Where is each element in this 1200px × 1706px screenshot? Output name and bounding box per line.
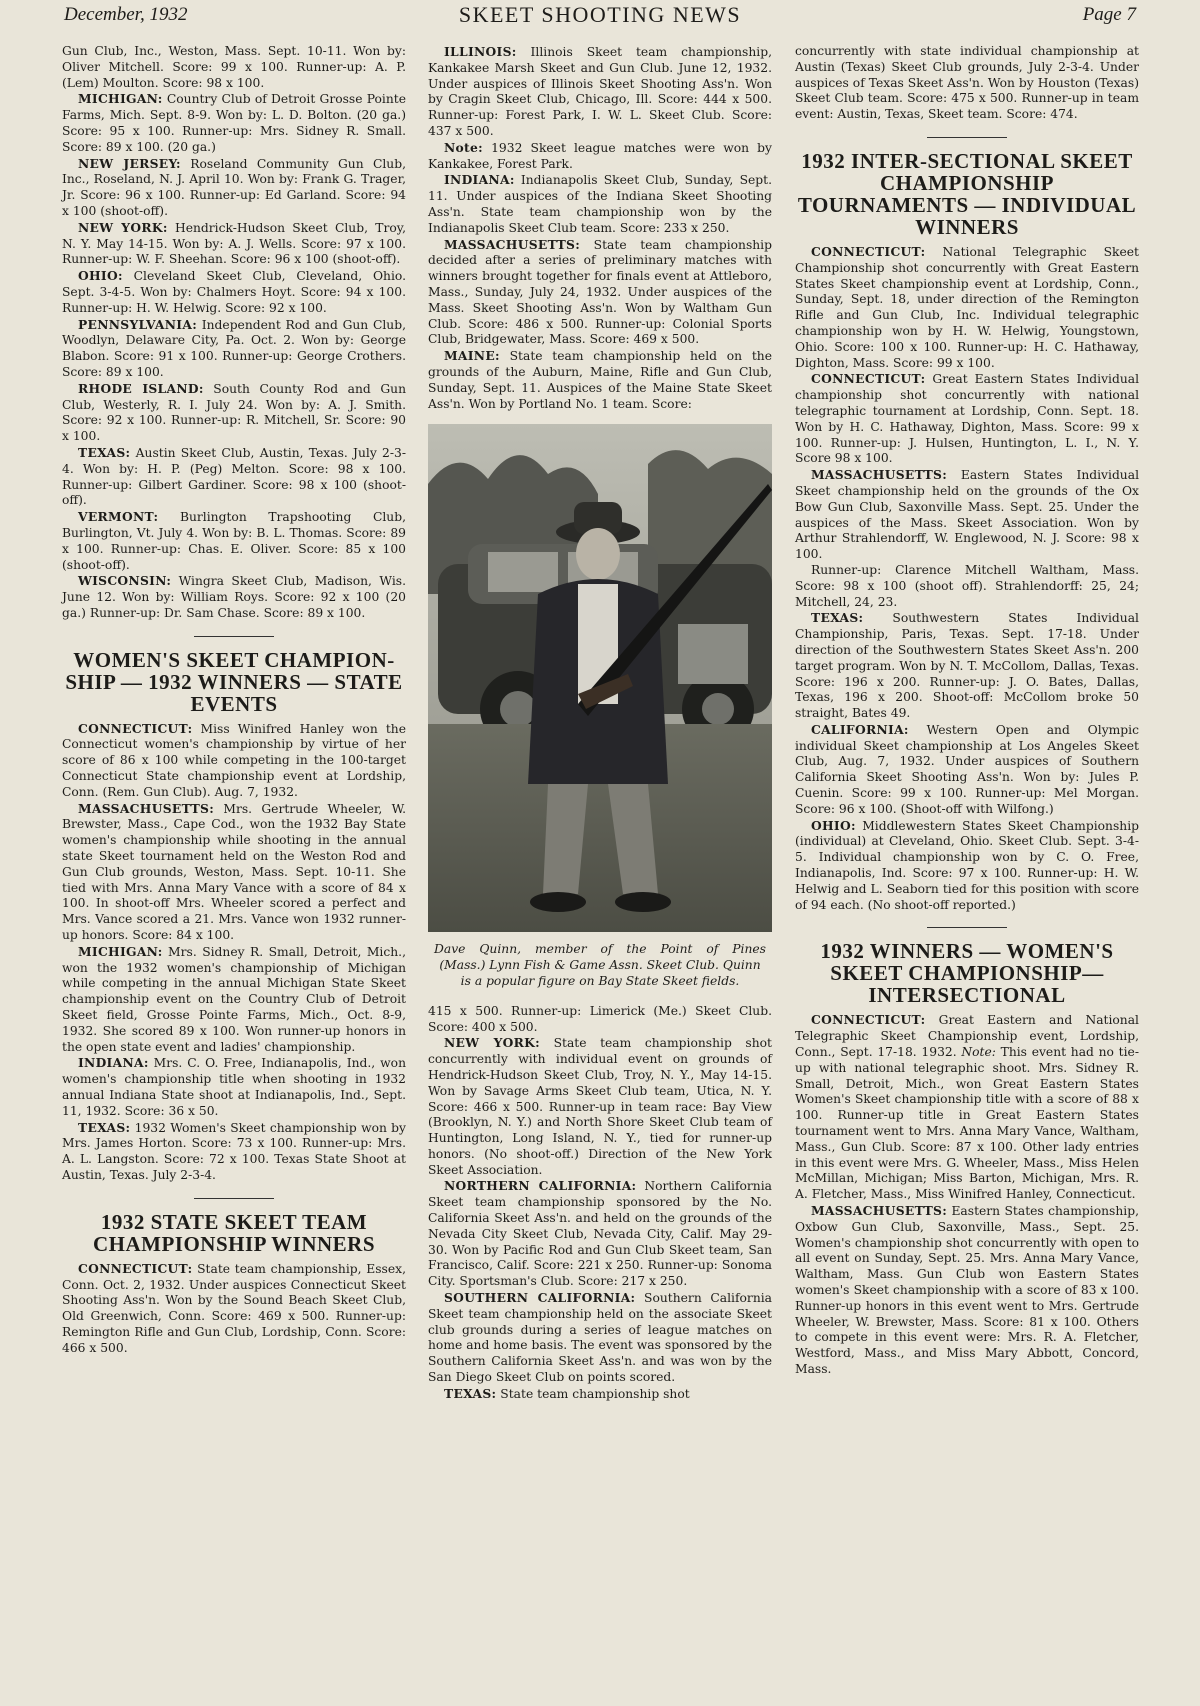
entry-women-inter-massachusetts: MASSACHUSETTS: Eastern States championship, Oxbow Gun Club, Saxonville, Mass., Sept. 25. Women's championship shot concurrently with open to all event on Sunday, Sept. 25. Mrs. Anna Mary Vance, Waltham, Mass. Gun Club won Eastern States women's Skeet championship with a score of 83 x 100. Runner-up honors in this event went to Mrs. Gertrude Wheeler, W. Brewster, Mass. Score: 81 x 100. Others to compete in this event were: Mrs. R. A. Fletcher, Westford, Mass., and Miss Mary Abbott, Concord, Mass. — [795, 1203, 1139, 1376]
entry-pennsylvania: PENNSYLVANIA: Independent Rod and Gun Club, Woodlyn, Delaware City, Pa. Oct. 2. Won by: George Blabon. Score: 91 x 100. Runner-up: George Crothers. Score: 89 x 100. — [62, 316, 406, 379]
entry-team-massachusetts: MASSACHUSETTS: State team championship decided after a series of preliminary matches with winners brought together for finals event at Attleboro, Mass., Sunday, July 24, 1932. Under auspices of the Mass. Skeet Shooting Ass'n. Won by Waltham Gun Club. Score: 486 x 500. Runner-up: Colonial Sports Club, Bridgewater, Mass. Score: 469 x 500. — [428, 236, 772, 347]
entry-inter-ohio: OHIO: Middlewestern States Skeet Championship (individual) at Cleveland, Ohio. Skeet Club. Sept. 3-4-5. Individual championship won by C. O. Free, Indianapolis, Ind. Score: 97 x 100. Runner-up: H. W. Helwig and L. Seaborn tied for this position with score of 94 each. (No shoot-off reported.) — [795, 817, 1139, 912]
entry-team-northern-california: NORTHERN CALIFORNIA: Northern California Skeet team championship sponsored by the No. California Skeet Ass'n. and held on the grounds of the Nevada City Skeet Club, Nevada City, Calif. May 29-30. Won by Pacific Rod and Gun Club Skeet team, San Francisco, Calif. Score: 221 x 250. Runner-up: Sonoma City. Sportsman's Club. Score: 217 x 250. — [428, 1178, 772, 1289]
entry-rhode-island: RHODE ISLAND: South County Rod and Gun Club, Westerly, R. I. July 24. Won by: A. J. Smith. Score: 92 x 100. Runner-up: R. Mitchell, Sr. Score: 90 x 100. — [62, 380, 407, 444]
entry-team-connecticut: CONNECTICUT: State team championship, Essex, Conn. Oct. 2, 1932. Under auspices Connecticut Skeet Shooting Ass'n. Won by the Sound Beach Skeet Club, Old Greenwich, Conn. Score: 469 x 500. Runner-up: Remington Rifle and Gun Club, Lordship, Conn. Score: 466 x 500. — [62, 1260, 406, 1355]
entry-team-maine: MAINE: State team championship held on the grounds of the Auburn, Maine, Rifle and Gun Club, Sunday, Sept. 11. Auspices of the Maine State Skeet Ass'n. Won by Portland No. 1 team. Score: — [428, 348, 772, 411]
entry-inter-connecticut-2: CONNECTICUT: Great Eastern States Individual championship shot concurrently with national telegraphic tournament at Lordship, Conn. Sept. 18. Won by H. C. Hathaway, Dighton, Mass. Score: 99 x 100. Runner-up: J. Hulsen, Huntington, L. I., N. Y. Score 98 x 100. — [795, 371, 1139, 466]
entry-wisconsin: WISCONSIN: Wingra Skeet Club, Madison, Wis. June 12. Won by: William Roys. Score: 92 x 100 (20 ga.) Runner-up: Dr. Sam Chase. Score: 89 x 100. — [62, 573, 406, 620]
issue-date: December, 1932 — [64, 4, 188, 25]
entry-note: Note: 1932 Skeet league matches were won by Kankakee, Forest Park. — [428, 139, 772, 171]
section-heading-women-intersectional: 1932 WINNERS — WOMEN'S SKEET CHAMPIONSHIP— INTERSECTIONAL — [820, 939, 1114, 1008]
entry-texas: TEXAS: Austin Skeet Club, Austin, Texas. July 2-3-4. Won by: H. P. (Peg) Melton. Score: 98 x 100. Runner-up: Gilbert Gardiner. Score: 98 x 100 (shoot-off). — [62, 444, 406, 508]
divider — [194, 1198, 274, 1199]
page-number: Page 7 — [1082, 4, 1136, 25]
column-1 — [62, 44, 406, 1357]
entry-women-massachusetts: MASSACHUSETTS: Mrs. Gertrude Wheeler, W. Brewster, Mass., Cape Cod., won the 1932 Bay State women's championship while shooting in the annual state Skeet tournament held on the Weston Rod and Gun Club grounds, Weston, Mass. Sept. 10-11. She tied with Mrs. Anna Mary Vance with a score of 84 x 100. In shoot-off Mrs. Wheeler scored a perfect and Mrs. Vance scored a 21. Mrs. Vance won 1932 runner-up honors. Score: 84 x 100. — [62, 800, 406, 943]
entry-team-illinois: ILLINOIS: Illinois Skeet team championship, Kankakee Marsh Skeet and Gun Club. June 12, 1932. Under auspices of Illinois Skeet Shooting Ass'n. Won by Cragin Skeet Club, Chicago, Ill. Score: 444 x 500. Runner-up: Forest Park, I. W. L. Skeet Club. Score: 437 x 500. — [428, 44, 772, 138]
divider — [927, 137, 1007, 138]
entry-team-indiana: INDIANA: Indianapolis Skeet Club, Sunday, Sept. 11. Under auspices of the Indiana Skeet Shooting Ass'n. State team championship won by the Indianapolis Skeet Club team. Score: 233 x 250. — [428, 172, 772, 235]
section-heading-women-state: WOMEN'S SKEET CHAMPION-SHIP — 1932 WINNERS — STATE EVENTS — [65, 647, 403, 716]
paragraph: Gun Club, Inc., Weston, Mass. Sept. 10-11. Won by: Oliver Mitchell. Score: 99 x 100. Runner-up: A. P. (Lem) Moulton. Score: 98 x 100. — [62, 44, 406, 90]
entry-new-jersey: NEW JERSEY: Roseland Community Gun Club, Inc., Roseland, N. J. April 10. Won by: Frank G. Trager, Jr. Score: 96 x 100. Runner-up: Ed Garland. Score: 94 x 100 (shoot-off). — [62, 155, 406, 218]
entry-ohio: OHIO: Cleveland Skeet Club, Cleveland, Ohio. Sept. 3-4-5. Won by: Chalmers Hoyt. Score: 94 x 100. Runner-up: H. W. Helwig. Score: 92 x 100. — [62, 268, 406, 315]
column-2 — [428, 44, 772, 1403]
paragraph: concurrently with state individual championship at Austin (Texas) Skeet Club grounds, July 2-3-4. Under auspices of Texas Skeet Ass'n. Won by Houston (Texas) Skeet Club team. Score: 475 x 500. Runner-up in team event: Austin, Texas, Skeet team. Score: 474. — [795, 44, 1139, 122]
section-heading-state-team: 1932 STATE SKEET TEAM CHAMPIONSHIP WINNERS — [92, 1209, 376, 1256]
photo-caption: Dave Quinn, member of the Point of Pines (Mass.) Lynn Fish & Game Assn. Skeet Club. Quinn is a popular figure on Bay State Skeet fields. — [434, 942, 766, 988]
photo-man-with-shotgun-icon — [428, 424, 772, 932]
entry-inter-massachusetts: MASSACHUSETTS: Eastern States Individual Skeet championship held on the grounds of the Ox Bow Gun Club, Saxonville Mass. Sept. 25. Under the auspices of the Mass. Skeet Association. Won by Arthur Strahlendorff, W. Englewood, N. J. Score: 98 x 100. — [795, 467, 1139, 562]
entry-women-michigan: MICHIGAN: Mrs. Sidney R. Small, Detroit, Mich., won the 1932 women's championship of Michigan while competing in the annual Michigan State Skeet championship event on the Country Club of Detroit Skeet field, Grosse Pointe Farms, Mich., Oct. 8-9, 1932. She scored 89 x 100. Won runner-up honors in the open state event and ladies' championship. — [62, 943, 406, 1054]
publication-title: SKEET SHOOTING NEWS — [458, 2, 742, 27]
entry-inter-california: CALIFORNIA: Western Open and Olympic individual Skeet championship at Los Angeles Skeet Club, Aug. 7, 1932. Under auspices of Southern California Skeet Shooting Ass'n. Won by: Jules P. Cuenin. Score: 99 x 100. Runner-up: Mel Morgan. Score: 96 x 100. (Shoot-off with Wilfong.) — [795, 721, 1139, 816]
entry-team-southern-california: SOUTHERN CALIFORNIA: Southern California Skeet team championship held on the associate Skeet club grounds during a series of league matches on home and home basis. The event was sponsored by the Southern California Skeet Ass'n. and was won by the San Diego Skeet Club on points scored. — [428, 1290, 772, 1385]
divider — [194, 636, 274, 637]
entry-michigan: MICHIGAN: Country Club of Detroit Grosse Pointe Farms, Mich. Sept. 8-9. Won by: L. D. Bolton. (20 ga.) Score: 95 x 100. Runner-up: Mrs. Sidney R. Small. Score: 89 x 100. (20 ga.) — [62, 91, 406, 154]
divider — [927, 927, 1007, 928]
page-header — [64, 2, 1136, 32]
entry-inter-texas: TEXAS: Southwestern States Individual Championship, Paris, Texas. Sept. 17-18. Under direction of the Southwestern States Skeet Ass'n. 200 target program. Won by N. T. McCollom, Dallas, Texas. Score: 196 x 200. Runner-up: J. O. Bates, Dallas, Texas, 196 x 200. Shoot-off: McCollom broke 50 straight, Bates 49. — [795, 610, 1139, 721]
entry-team-new-york: NEW YORK: State team championship shot concurrently with individual event on grounds of Hendrick-Hudson Skeet Club, Troy, N. Y., May 14-15. Won by Savage Arms Skeet Club team, Utica, N. Y. Score: 466 x 500. Runner-up in team race: Bay View (Brooklyn, N. Y.) and North Shore Skeet Club team of Huntington, Long Island, N. Y., tied for runner-up honors. (No shoot-off.) Direction of the New York Skeet Association. — [428, 1035, 772, 1177]
entry-team-texas: TEXAS: State team championship shot — [444, 1385, 690, 1401]
entry-women-indiana: INDIANA: Mrs. C. O. Free, Indianapolis, Ind., won women's championship title when shooting in 1932 annual Indiana State shoot at Indianapolis, Ind., Sept. 11, 1932. Score: 36 x 50. — [62, 1055, 406, 1118]
entry-inter-connecticut-1: CONNECTICUT: National Telegraphic Skeet Championship shot concurrently with Great Eastern States Skeet championship event at Lordship, Conn., Sunday, Sept. 18, under direction of the Remington Rifle and Gun Club, Inc. Individual telegraphic championship won by H. W. Helwig, Youngstown, Ohio. Score: 100 x 100. Runner-up: H. C. Hathaway, Dighton, Mass. Score: 99 x 100. — [795, 243, 1139, 370]
entry-women-inter-connecticut: CONNECTICUT: Great Eastern and National Telegraphic Skeet Championship event, Lordship, Conn., Sept. 17-18. 1932. Note: This event had no tie-up with national telegraphic shoot. Mrs. Sidney R. Small, Detroit, Mich., won Great Eastern States Women's Skeet championship title with a score of 88 x 100. Runner-up title in Great Eastern States tournament went to Mrs. Anna Mary Vance, Waltham, Mass., Gun Club. Score: 87 x 100. Other lady entries in this event were Mrs. G. Wheeler, Mass., Miss Helen McMillan, Michigan; Miss Barton, Michigan, Mrs. R. A. Fletcher, Mass., Miss Winifred Hanley, Connecticut. — [795, 1012, 1139, 1202]
entry-new-york: NEW YORK: Hendrick-Hudson Skeet Club, Troy, N. Y. May 14-15. Won by: A. J. Wells. Score: 97 x 100. Runner-up: W. F. Sheehan. Score: 96 x 100 (shoot-off). — [62, 219, 406, 267]
photograph — [428, 424, 772, 932]
paragraph: Runner-up: Clarence Mitchell Waltham, Mass. Score: 98 x 100 (shoot off). Strahlendorff: 25, 24; Mitchell, 24, 23. — [795, 562, 1139, 609]
paragraph: 415 x 500. Runner-up: Limerick (Me.) Skeet Club. Score: 400 x 500. — [428, 1003, 772, 1034]
column-3 — [795, 44, 1139, 1378]
entry-vermont: VERMONT: Burlington Trapshooting Club, Burlington, Vt. July 4. Won by: B. L. Thomas. Score: 89 x 100. Runner-up: Chas. E. Oliver. Score: 85 x 100 (shoot-off). — [62, 509, 406, 572]
section-heading-intersectional: 1932 INTER-SECTIONAL SKEET CHAMPIONSHIP TOURNAMENTS — INDIVIDUAL WINNERS — [797, 148, 1137, 239]
entry-women-texas: TEXAS: 1932 Women's Skeet championship won by Mrs. James Horton. Score: 73 x 100. Runner-up: Mrs. A. L. Langston. Score: 72 x 100. Texas State Shoot at Austin, Texas. July 2-3-4. — [62, 1119, 406, 1182]
entry-women-connecticut: CONNECTICUT: Miss Winifred Hanley won the Connecticut women's championship by virtue of her score of 86 x 100 while competing in the 100-target Connecticut State championship event at Lordship, Conn. (Rem. Gun Club). Aug. 7, 1932. — [62, 720, 406, 799]
